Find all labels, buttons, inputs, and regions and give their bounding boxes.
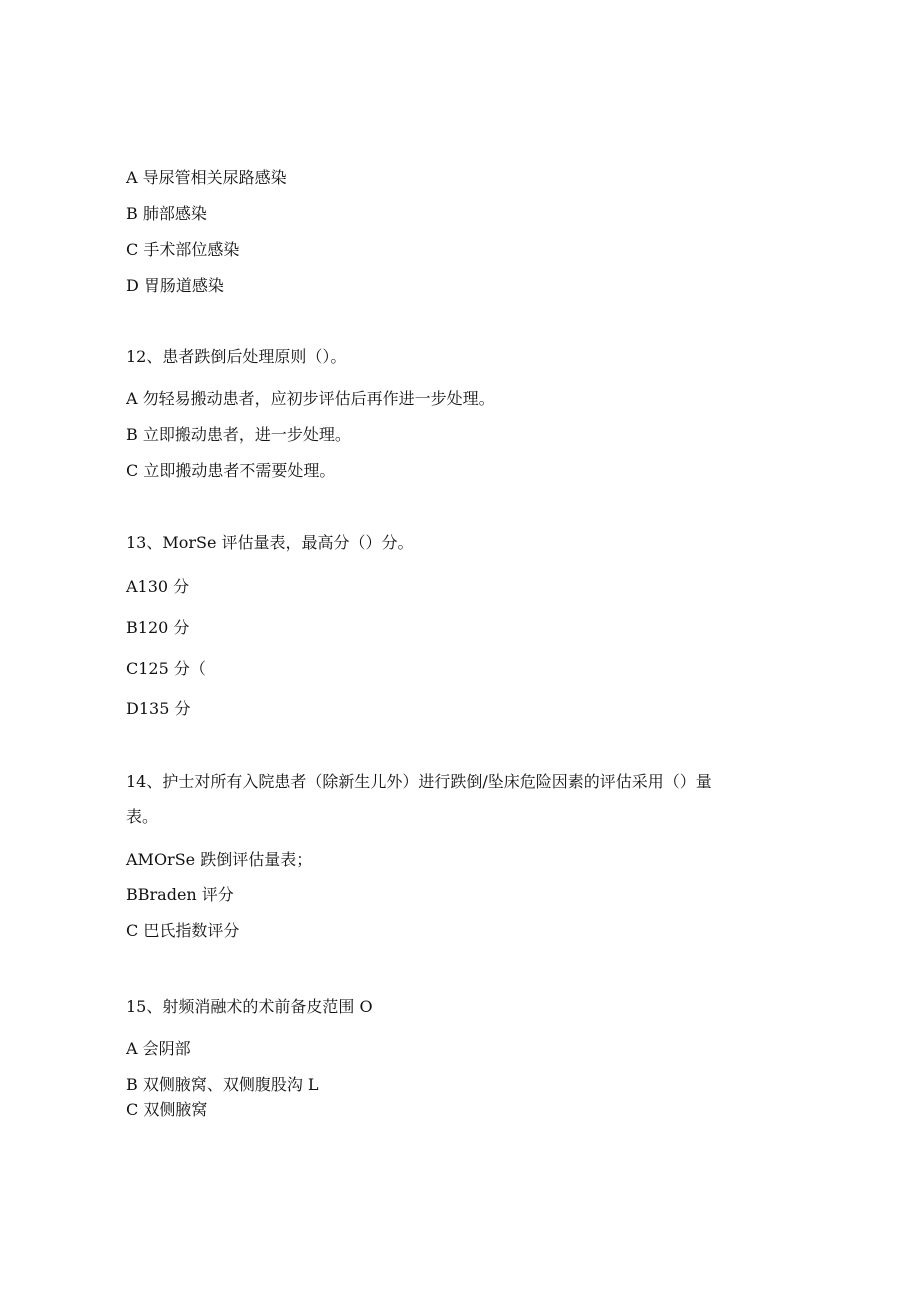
- q14-option-c: C 巴氏指数评分: [126, 921, 240, 940]
- q15-option-b: B 双侧腋窝、双侧腹股沟 L: [126, 1075, 319, 1094]
- q12-option-a: A 勿轻易搬动患者，应初步评估后再作进一步处理。: [126, 389, 495, 408]
- q12-option-c: C 立即搬动患者不需要处理。: [126, 461, 336, 480]
- q13-option-c: C125 分（: [126, 659, 206, 678]
- q15-option-c: C 双侧腋窝: [126, 1100, 208, 1119]
- q11-option-a: A 导尿管相关尿路感染: [126, 168, 287, 187]
- q14-option-b: BBraden 评分: [126, 885, 234, 904]
- q13-stem: 13、MorSe 评估量表，最高分（）分。: [126, 533, 414, 552]
- q12-stem: 12、患者跌倒后处理原则（）。: [126, 347, 347, 366]
- q11-option-d: D 胃肠道感染: [126, 276, 224, 295]
- q12-option-b: B 立即搬动患者，进一步处理。: [126, 425, 351, 444]
- q14-option-a: AMOrSe 跌倒评估量表；: [126, 850, 313, 869]
- q15-option-a: A 会阴部: [126, 1039, 191, 1058]
- q15-stem: 15、射频消融术的术前备皮范围 O: [126, 997, 373, 1016]
- q14-stem-line1: 14、护士对所有入院患者（除新生儿外）进行跌倒/坠床危险因素的评估采用（）量: [126, 772, 712, 791]
- q11-option-c: C 手术部位感染: [126, 240, 240, 259]
- q13-option-d: D135 分: [126, 699, 191, 718]
- q13-option-a: A130 分: [126, 577, 190, 596]
- q11-option-b: B 肺部感染: [126, 204, 207, 223]
- q14-stem-line2: 表。: [126, 807, 159, 826]
- q13-option-b: B120 分: [126, 618, 190, 637]
